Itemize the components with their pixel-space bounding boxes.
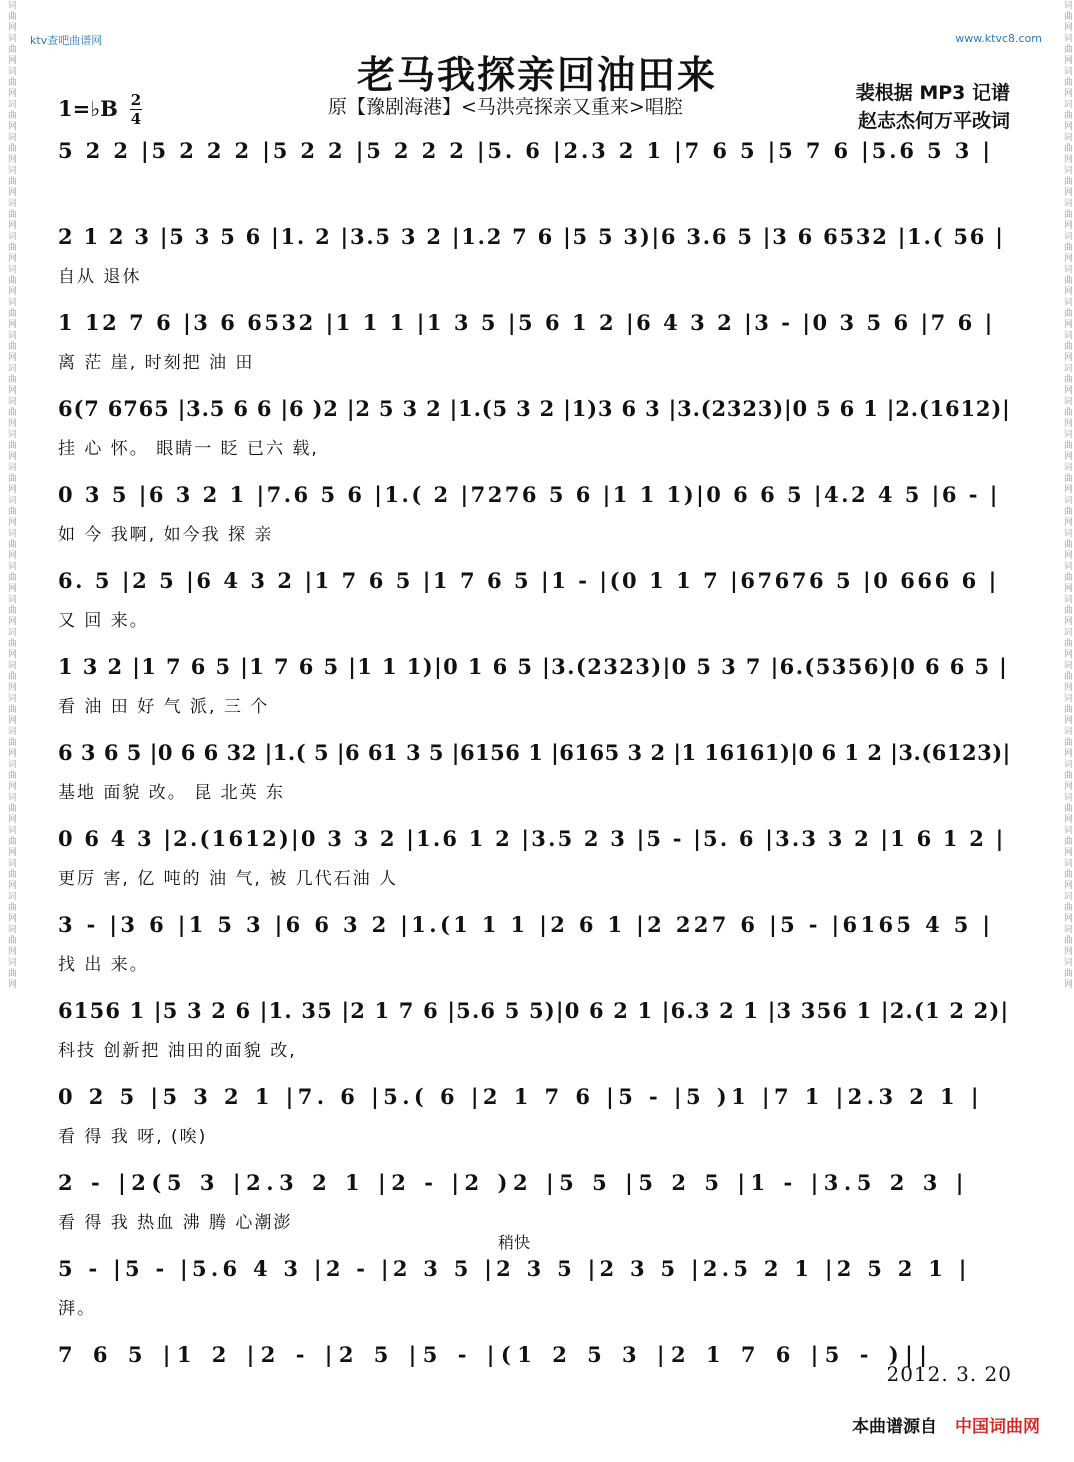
- notation-line: 5 - |5 - |5.6 4 3 |2 - |2 3 5 |2 3 5 |2 3 5 |2.5 2 1 |2 5 2 1 |: [58, 1256, 971, 1281]
- score-row: [58, 1074, 1014, 1160]
- lyric-line: 看 油 田 好 气 派, 三 个: [58, 697, 270, 717]
- source-site: 中国词曲网: [955, 1417, 1040, 1437]
- page-title: 老马我探亲回油田来: [356, 53, 717, 97]
- lyric-line: 找 出 来。: [58, 955, 149, 975]
- lyric-line: 离 茫 崖, 时刻把 油 田: [58, 353, 255, 373]
- lyric-line: 基地 面貌 改。 昆 北英 东: [58, 783, 286, 803]
- lyric-line: 挂 心 怀。 眼睛一 眨 已六 载,: [58, 439, 319, 459]
- score-row: [58, 300, 1014, 386]
- score-row: [58, 472, 1014, 558]
- lyric-line: 湃。: [58, 1299, 96, 1319]
- time-signature-top: 2: [130, 91, 142, 109]
- score-row: [58, 1160, 1014, 1246]
- time-signature-bottom: 4: [130, 110, 142, 128]
- score-row: [58, 644, 1014, 730]
- lyric-line: 又 回 来。: [58, 611, 149, 631]
- score-row: [58, 902, 1014, 988]
- notation-line: 0 2 5 |5 3 2 1 |7. 6 |5.( 6 |2 1 7 6 |5 - |5 )1 |7 1 |2.3 2 1 |: [58, 1084, 983, 1109]
- notation-line: 0 3 5 |6 3 2 1 |7.6 5 6 |1.( 2 |7276 5 6 |1 1 1)|0 6 6 5 |4.2 4 5 |6 - |: [58, 482, 1000, 507]
- tempo-mark: 稍快: [498, 1233, 531, 1252]
- score-row: [58, 730, 1014, 816]
- score-row: [58, 386, 1014, 472]
- score-row: [58, 988, 1014, 1074]
- subtitle: 原【豫剧海港】<马洪亮探亲又重来>唱腔: [328, 96, 683, 118]
- notation-line: 7 6 5 |1 2 |2 - |2 5 |5 - |(1 2 5 3 |2 1 7 6 |5 - )||: [58, 1342, 934, 1367]
- watermark-right: www.ktvc8.com: [955, 32, 1042, 45]
- credit-transcriber: 裴根据 MP3 记谱: [855, 82, 1010, 104]
- credit-lyricist: 赵志杰何万平改词: [857, 110, 1010, 132]
- notation-line: 6. 5 |2 5 |6 4 3 2 |1 7 6 5 |1 7 6 5 |1 - |(0 1 1 7 |67676 5 |0 666 6 |: [58, 568, 999, 593]
- notation-line: 1 12 7 6 |3 6 6532 |1 1 1 |1 3 5 |5 6 1 2 |6 4 3 2 |3 - |0 3 5 6 |7 6 |: [58, 310, 995, 335]
- source-label: 本曲谱源自: [852, 1417, 937, 1437]
- score-row: [58, 1233, 1014, 1332]
- lyric-line: 自从 退休: [58, 267, 142, 287]
- lyric-line: 看 得 我 热血 沸 腾 心潮澎: [58, 1213, 293, 1233]
- notation-line: 1 3 2 |1 7 6 5 |1 7 6 5 |1 1 1)|0 1 6 5 |3.(2323)|0 5 3 7 |6.(5356)|0 6 6 5 |: [58, 654, 1009, 679]
- notation-line: 6 3 6 5 |0 6 6 32 |1.( 5 |6 61 3 5 |6156 1 |6165 3 2 |1 16161)|0 6 1 2 |3.(6123)|: [58, 740, 1011, 765]
- watermark-left: ktv查吧曲谱网: [30, 34, 103, 47]
- side-watermark-left: 词曲网词曲网词曲网词曲网词曲网词曲网词曲网词曲网词曲网词曲网词曲网词曲网词曲网词曲网词曲网词曲网词曲网词曲网词曲网词曲网词曲网词曲网词曲网词曲网词曲网词曲网词曲网词曲网词曲网词曲网: [6, 0, 16, 990]
- key-signature: 1=♭B: [58, 96, 118, 121]
- score-row: [58, 558, 1014, 644]
- score-row: [58, 1332, 1014, 1418]
- time-signature: [130, 92, 142, 127]
- notation-line: 6156 1 |5 3 2 6 |1. 35 |2 1 7 6 |5.6 5 5)|0 6 2 1 |6.3 2 1 |3 356 1 |2.(1 2 2)|: [58, 998, 1010, 1023]
- notation-line: 2 - |2(5 3 |2.3 2 1 |2 - |2 )2 |5 5 |5 2 5 |1 - |3.5 2 3 |: [58, 1170, 969, 1195]
- lyric-line: 更厉 害, 亿 吨的 油 气, 被 几代石油 人: [58, 869, 399, 889]
- notation-line: 6(7 6765 |3.5 6 6 |6 )2 |2 5 3 2 |1.(5 3 2 |1)3 6 3 |3.(2323)|0 5 6 1 |2.(1612)|: [58, 396, 1011, 421]
- notation-line: 0 6 4 3 |2.(1612)|0 3 3 2 |1.6 1 2 |3.5 2 3 |5 - |5. 6 |3.3 3 2 |1 6 1 2 |: [58, 826, 1006, 851]
- lyric-line: 看 得 我 呀, (唉): [58, 1127, 208, 1147]
- source-credit: [852, 1412, 1040, 1437]
- lyric-line: 科技 创新把 油田的面貌 改,: [58, 1041, 297, 1061]
- date: 2012. 3. 20: [886, 1362, 1012, 1386]
- notation-line: 3 - |3 6 |1 5 3 |6 6 3 2 |1.(1 1 1 |2 6 1 |2 227 6 |5 - |6165 4 5 |: [58, 912, 994, 937]
- score-row: [58, 128, 1014, 214]
- side-watermark-right: 词曲网词曲网词曲网词曲网词曲网词曲网词曲网词曲网词曲网词曲网词曲网词曲网词曲网词曲网词曲网词曲网词曲网词曲网词曲网词曲网词曲网词曲网词曲网词曲网词曲网词曲网词曲网词曲网词曲网词曲网: [1062, 0, 1072, 990]
- score-row: [58, 816, 1014, 902]
- lyric-line: 如 今 我啊, 如今我 探 亲: [58, 525, 274, 545]
- score-row: [58, 214, 1014, 300]
- notation-line: 5 2 2 |5 2 2 2 |5 2 2 |5 2 2 2 |5. 6 |2.3 2 1 |7 6 5 |5 7 6 |5.6 5 3 |: [58, 138, 993, 163]
- notation-line: 2 1 2 3 |5 3 5 6 |1. 2 |3.5 3 2 |1.2 7 6 |5 5 3)|6 3.6 5 |3 6 6532 |1.( 56 |: [58, 224, 1005, 249]
